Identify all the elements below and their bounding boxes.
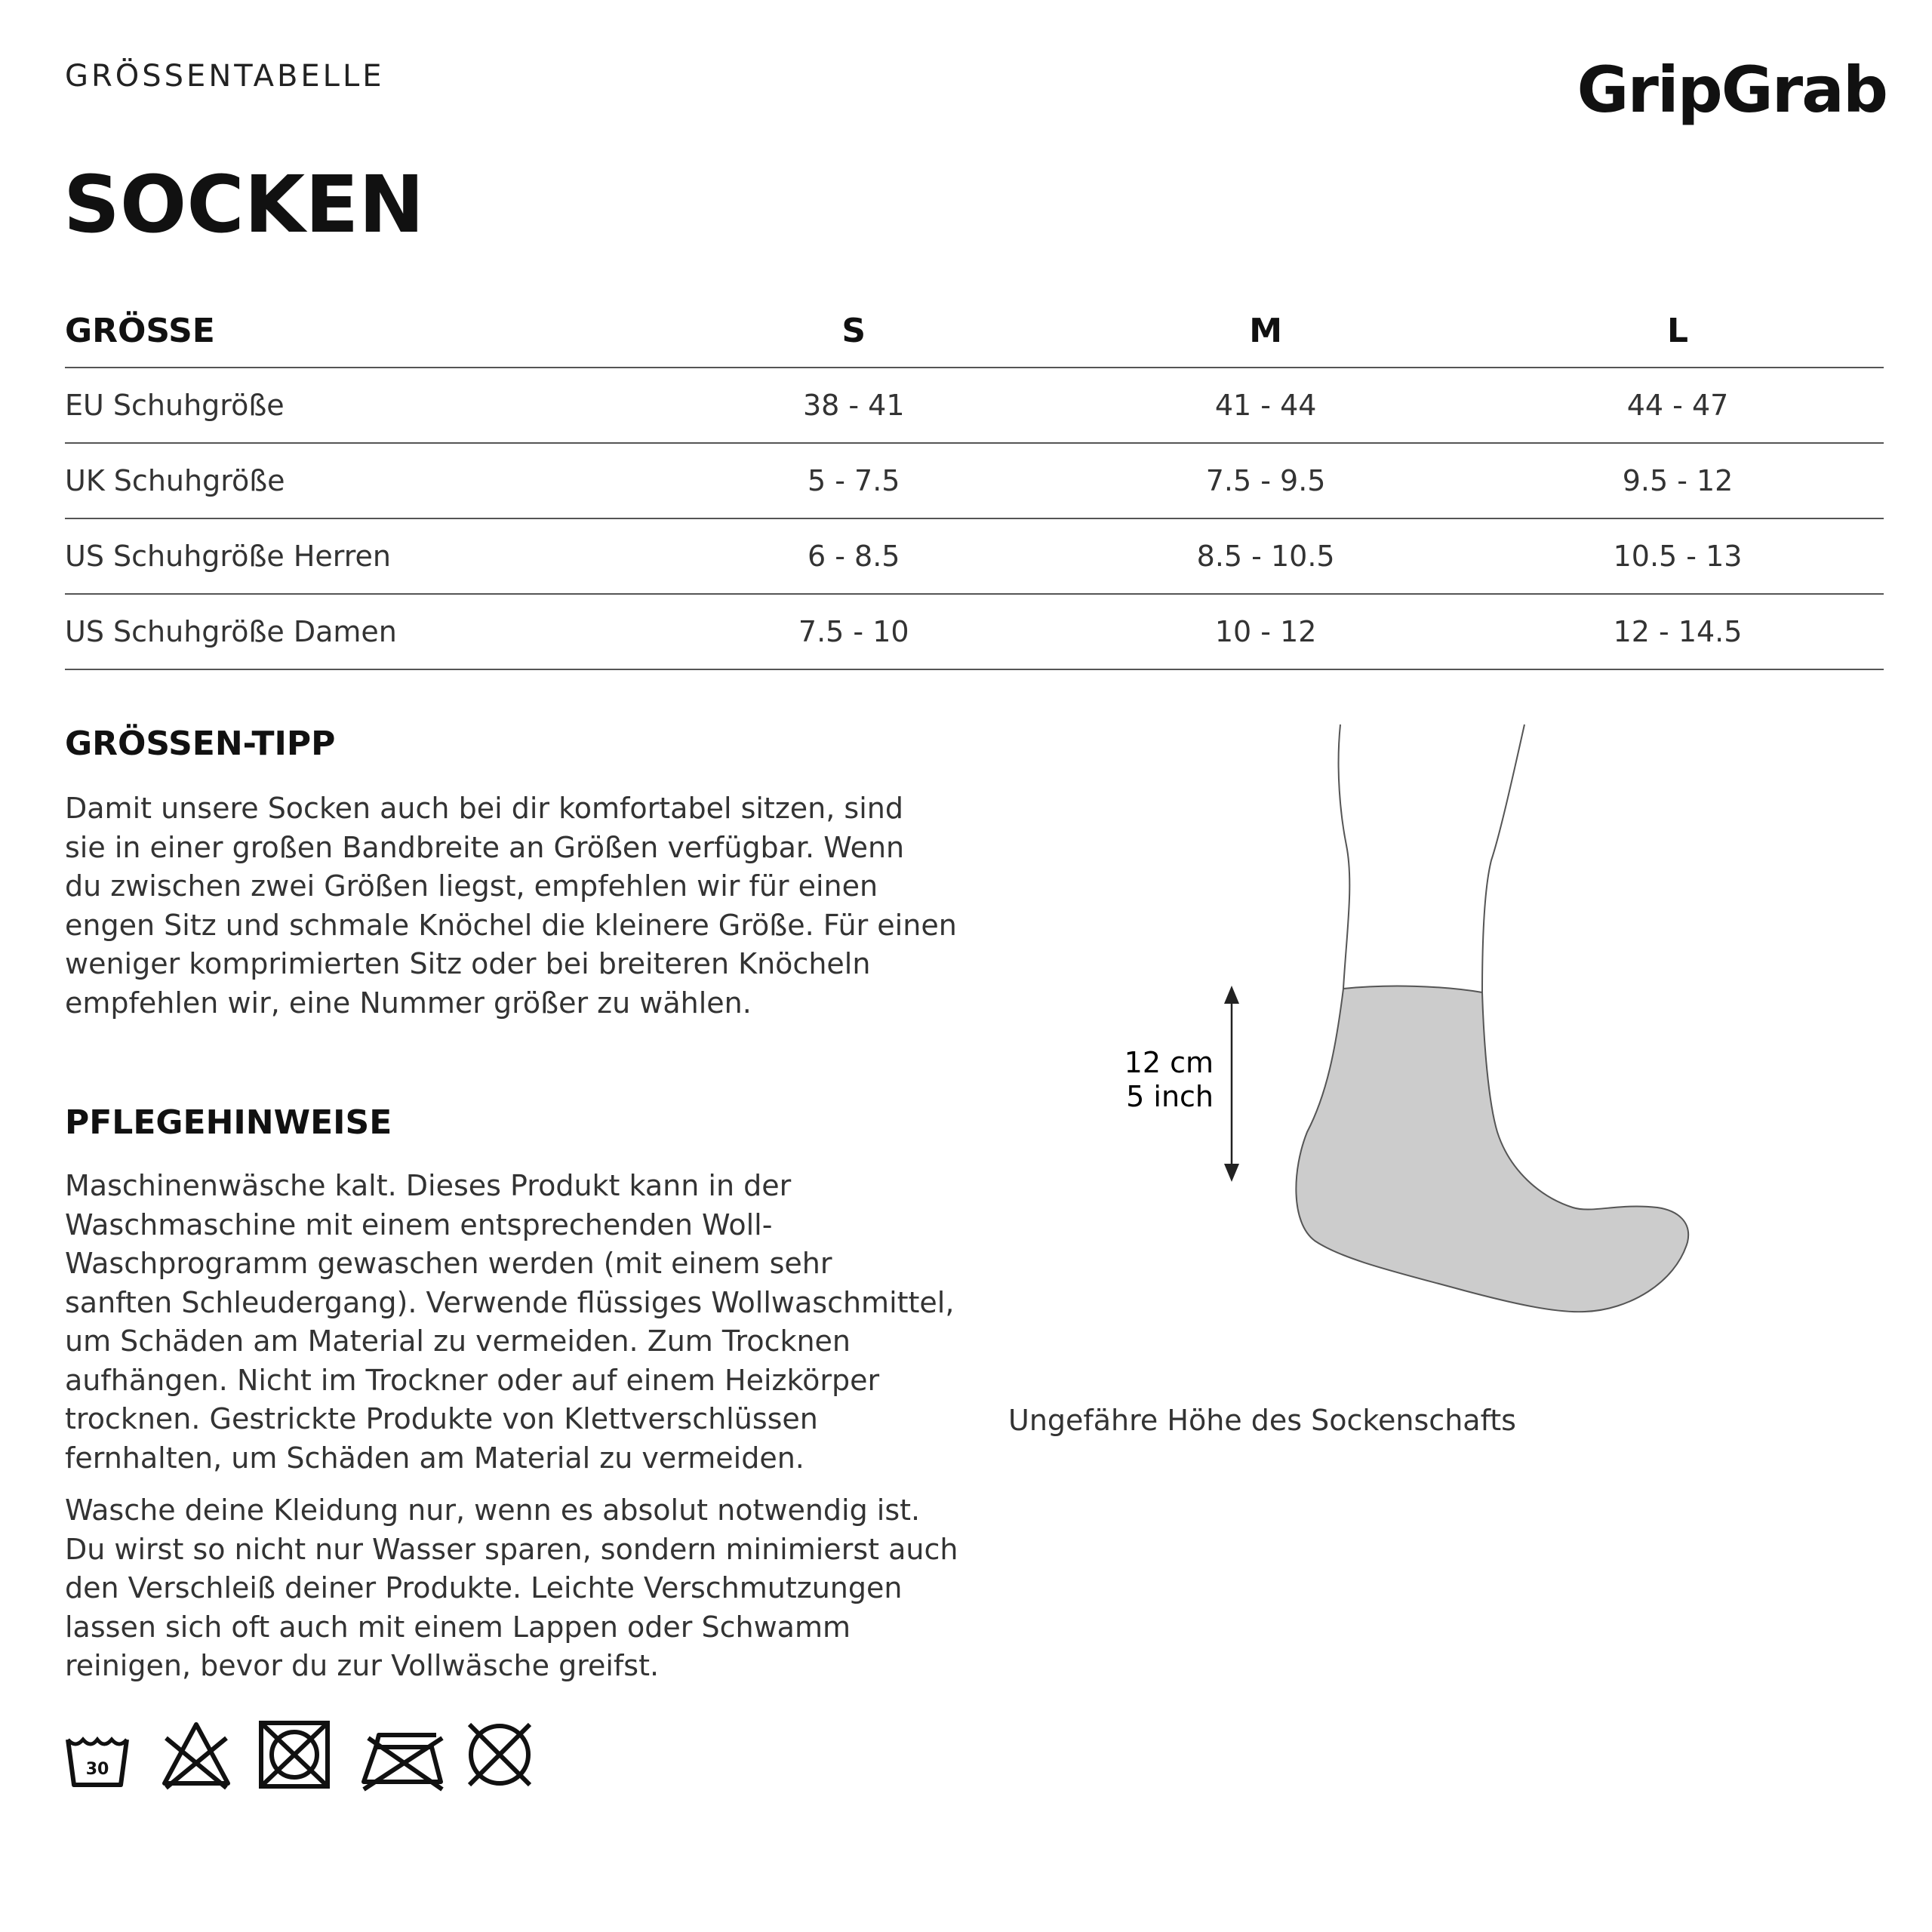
text-line: um Schäden am Material zu vermeiden. Zum Trocknen [65,1324,851,1358]
row-label: US Schuhgröße Herren [65,518,648,594]
wash-temperature: 30 [85,1760,109,1779]
wash-30-icon [65,1717,130,1792]
table-header-row [65,294,1884,368]
row-label: EU Schuhgröße [65,368,648,443]
height-inch-label: 5 inch [1126,1080,1214,1113]
text-line: aufhängen. Nicht im Trockner oder auf einem Heizkörper [65,1363,880,1397]
text-line: engen Sitz und schmale Knöchel die kleinere Größe. Für einen [65,908,957,942]
table-row [65,594,1884,669]
text-line: Maschinenwäsche kalt. Dieses Produkt kann in der [65,1169,792,1202]
care-text-2 [65,1491,971,1686]
table-cell: 10 - 12 [1060,594,1472,669]
no-iron-icon [358,1717,448,1792]
text-line: Damit unsere Socken auch bei dir komfortabel sitzen, sind [65,792,903,825]
table-cell: 9.5 - 12 [1472,443,1884,518]
page-title: SOCKEN [63,158,425,251]
text-line: fernhalten, um Schäden am Material zu vermeiden. [65,1441,804,1475]
height-cm-label: 12 cm [1124,1046,1214,1079]
sock-shape [1296,986,1688,1312]
no-tumble-dry-icon [257,1717,332,1792]
text-line: den Verschleiß deiner Produkte. Leichte Verschmutzungen [65,1571,903,1604]
care-text-1 [65,1167,971,1478]
table-row [65,368,1884,443]
no-dry-clean-icon [462,1717,537,1792]
sock-illustration [1117,709,1721,1351]
column-header-m: M [1060,294,1472,368]
table-cell: 38 - 41 [648,368,1060,443]
table-cell: 7.5 - 10 [648,594,1060,669]
table-row [65,518,1884,594]
table-cell: 41 - 44 [1060,368,1472,443]
table-cell: 7.5 - 9.5 [1060,443,1472,518]
column-header-l: L [1472,294,1884,368]
row-label: US Schuhgröße Damen [65,594,648,669]
text-line: trocknen. Gestrickte Produkte von Klettverschlüssen [65,1402,818,1435]
page-eyebrow: GRÖSSENTABELLE [65,59,385,94]
table-row [65,443,1884,518]
leg-outline-back [1339,724,1350,989]
text-line: sanften Schleudergang). Verwende flüssiges Wollwaschmittel, [65,1285,955,1319]
text-line: Wasche deine Kleidung nur, wenn es absolut notwendig ist. [65,1494,921,1527]
no-bleach-icon [160,1717,232,1792]
table-cell: 8.5 - 10.5 [1060,518,1472,594]
text-line: du zwischen zwei Größen liegst, empfehlen wir für einen [65,869,878,903]
height-arrow-top [1224,986,1239,1004]
illustration-caption: Ungefähre Höhe des Sockenschafts [1008,1404,1516,1437]
text-line: sie in einer großen Bandbreite an Größen verfügbar. Wenn [65,830,905,864]
size-table [65,294,1884,670]
brand-logo: GripGrab [1577,53,1887,127]
height-arrow-bottom [1224,1164,1239,1182]
size-tip-heading: GRÖSSEN-TIPP [65,724,336,763]
table-cell: 5 - 7.5 [648,443,1060,518]
table-cell: 12 - 14.5 [1472,594,1884,669]
text-line: empfehlen wir, eine Nummer größer zu wählen. [65,986,752,1020]
text-line: Waschprogramm gewaschen werden (mit einem sehr [65,1247,832,1280]
table-cell: 6 - 8.5 [648,518,1060,594]
leg-outline-front [1482,724,1524,992]
text-line: lassen sich oft auch mit einem Lappen oder Schwamm [65,1610,851,1644]
text-line: Du wirst so nicht nur Wasser sparen, sondern minimierst auch [65,1532,958,1566]
table-cell: 10.5 - 13 [1472,518,1884,594]
size-tip-text [65,789,971,1023]
text-line: reinigen, bevor du zur Vollwäsche greifst. [65,1649,660,1682]
row-label: UK Schuhgröße [65,443,648,518]
table-cell: 44 - 47 [1472,368,1884,443]
text-line: weniger komprimierten Sitz oder bei breiteren Knöcheln [65,947,871,980]
column-header-s: S [648,294,1060,368]
care-heading: PFLEGEHINWEISE [65,1103,392,1142]
column-header-size: GRÖSSE [65,294,648,368]
text-line: Waschmaschine mit einem entsprechenden Woll- [65,1208,773,1241]
